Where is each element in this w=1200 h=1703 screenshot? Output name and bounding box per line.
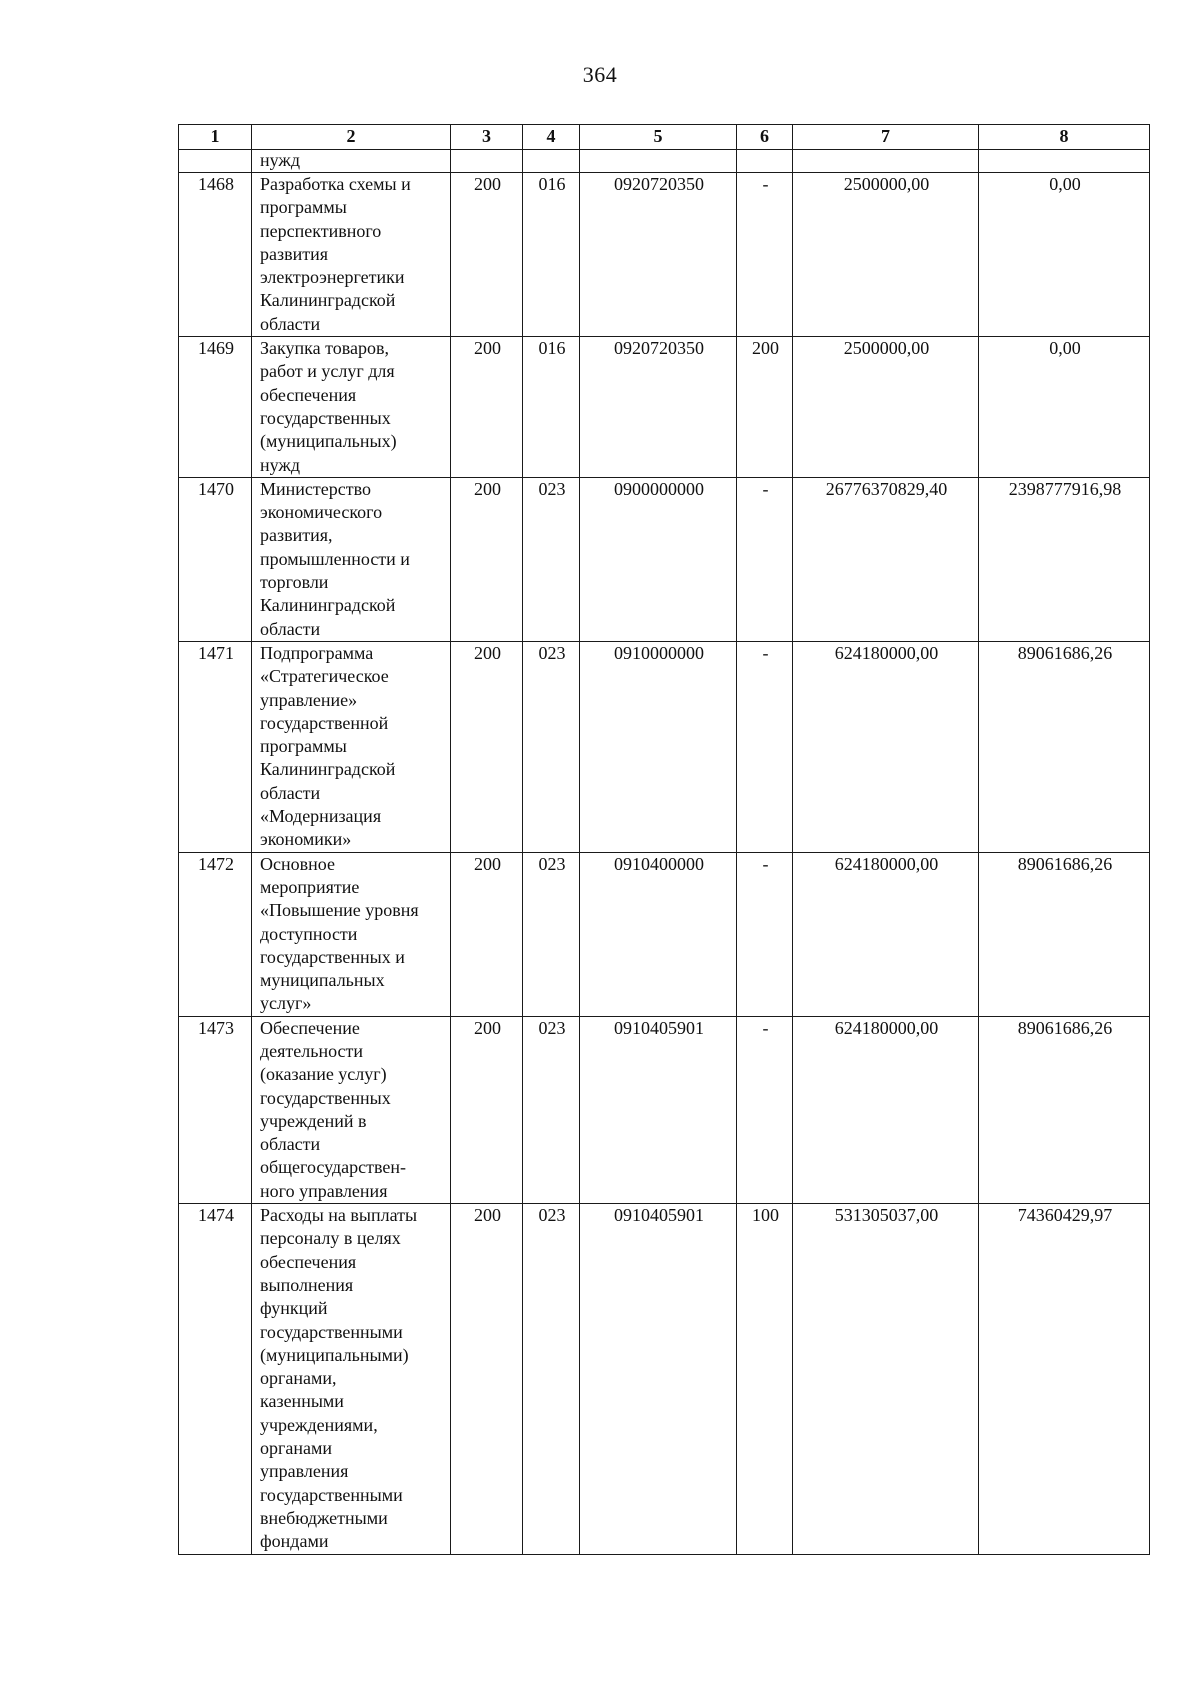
description-line: области [260,313,321,334]
description-line: учреждениями, [260,1414,378,1435]
description-line: развития, [260,525,333,546]
description-line: нужд [260,454,300,475]
description-line: ного управления [260,1180,388,1201]
description-line: органами, [260,1368,337,1389]
description-line: Калининградской [260,290,396,311]
expense-type-cell: - [737,1016,793,1203]
amount-actual-cell: 0,00 [979,337,1150,478]
description-line: муниципальных [260,970,385,991]
admin-code-cell: 200 [451,337,523,478]
description-line: торговли [260,572,329,593]
column-header: 4 [523,125,580,150]
description-line: программы [260,197,347,218]
admin-code-cell: 200 [451,1204,523,1554]
column-number-row [179,125,1150,150]
expense-type-cell: - [737,852,793,1016]
description-line: перспективного [260,220,382,241]
description-line: Министерство [260,478,371,499]
description-line: функций [260,1298,328,1319]
description-line: государственными [260,1484,403,1505]
description-line: государственных [260,1087,391,1108]
row-description [252,173,451,337]
description-line: управление» [260,689,358,710]
description-line: услуг» [260,993,312,1014]
description-line: государственных [260,407,391,428]
section-code-cell: 023 [523,477,580,641]
description-line: программы [260,736,347,757]
section-code-cell: 016 [523,337,580,478]
admin-code-cell: 200 [451,1016,523,1203]
amount-plan-cell: 531305037,00 [793,1204,979,1554]
amount-actual-cell: 2398777916,98 [979,477,1150,641]
amount-actual-cell: 74360429,97 [979,1204,1150,1554]
description-line: «Стратегическое [260,666,389,687]
expense-type-cell: 200 [737,337,793,478]
amount-plan-cell: 26776370829,40 [793,477,979,641]
description-line: «Модернизация [260,806,382,827]
description-line: Расходы на выплаты [260,1205,418,1226]
target-article-cell: 0910405901 [580,1204,737,1554]
description-line: управления [260,1461,349,1482]
column-header: 1 [179,125,252,150]
row-number: 1470 [179,477,252,641]
description-line: области [260,782,321,803]
table-row [179,173,1150,337]
amount-plan-cell: 624180000,00 [793,852,979,1016]
section-code-cell: 023 [523,641,580,852]
page-number: 364 [582,62,618,87]
description-line: государственной [260,712,389,733]
amount-actual-cell: 0,00 [979,173,1150,337]
admin-code-cell: 200 [451,641,523,852]
amount-plan-cell: 2500000,00 [793,337,979,478]
description-line: органами [260,1438,333,1459]
column-header: 7 [793,125,979,150]
description-line: Закупка товаров, [260,338,389,359]
expense-type-cell: - [737,173,793,337]
description-line: Подпрограмма [260,642,374,663]
amount-plan-cell: 2500000,00 [793,173,979,337]
description-line: Калининградской [260,759,396,780]
description-line: фондами [260,1531,329,1552]
row-description [252,1016,451,1203]
description-line: (муниципальных) [260,431,397,452]
expense-type-cell: 100 [737,1204,793,1554]
column-header: 5 [580,125,737,150]
amount-actual-cell: 89061686,26 [979,852,1150,1016]
budget-table [178,124,1150,1555]
description-line: области [260,618,321,639]
table-row [179,641,1150,852]
row-number: 1474 [179,1204,252,1554]
row-number: 1472 [179,852,252,1016]
row-description [252,477,451,641]
description-line: деятельности [260,1040,364,1061]
table-row [179,1016,1150,1203]
description-line: (муниципальными) [260,1344,409,1365]
section-code-cell: 023 [523,1016,580,1203]
description-line: экономического [260,502,383,523]
description-line: Основное [260,853,335,874]
target-article-cell: 0910400000 [580,852,737,1016]
description-line: развития [260,243,329,264]
description-line: общегосударствен- [260,1157,407,1178]
column-header: 6 [737,125,793,150]
description-line: внебюджетными [260,1507,388,1528]
description-line: обеспечения [260,1251,357,1272]
description-line: мероприятие [260,876,360,897]
amount-actual-cell: 89061686,26 [979,1016,1150,1203]
description-line: доступности [260,923,358,944]
description-line: обеспечения [260,384,357,405]
description-line: государственных и [260,946,405,967]
table-row [179,337,1150,478]
amount-plan-cell: 624180000,00 [793,1016,979,1203]
admin-code-cell: 200 [451,173,523,337]
description-line: выполнения [260,1274,354,1295]
expense-type-cell: - [737,477,793,641]
description-line: Обеспечение [260,1017,360,1038]
admin-code-cell: 200 [451,852,523,1016]
column-header: 3 [451,125,523,150]
row-description [252,852,451,1016]
description-line: области [260,1134,321,1155]
target-article-cell: 0910000000 [580,641,737,852]
table-body [179,150,1150,1555]
admin-code-cell: 200 [451,477,523,641]
continuation-row [179,150,1150,173]
row-number: 1469 [179,337,252,478]
description-line: персоналу в целях [260,1228,401,1249]
amount-actual-cell: 89061686,26 [979,641,1150,852]
table-row [179,852,1150,1016]
amount-plan-cell: 624180000,00 [793,641,979,852]
row-number: 1471 [179,641,252,852]
row-description [252,1204,451,1554]
description-line: Разработка схемы и [260,174,411,194]
section-code-cell: 016 [523,173,580,337]
row-number: 1468 [179,173,252,337]
description-line: экономики» [260,829,352,850]
description-line: электроэнергетики [260,267,405,288]
description-line: Калининградской [260,595,396,616]
target-article-cell: 0920720350 [580,173,737,337]
description-line: учреждений в [260,1110,367,1131]
target-article-cell: 0910405901 [580,1016,737,1203]
expense-type-cell: - [737,641,793,852]
row-description [252,337,451,478]
description-line: (оказание услуг) [260,1064,387,1085]
row-description [252,641,451,852]
target-article-cell: 0920720350 [580,337,737,478]
description-line: «Повышение уровня [260,900,419,921]
section-code-cell: 023 [523,1204,580,1554]
row-number: 1473 [179,1016,252,1203]
description-line: государственными [260,1321,403,1342]
description-line: казенными [260,1391,344,1412]
column-header: 8 [979,125,1150,150]
continuation-text: нужд [252,150,451,173]
column-header: 2 [252,125,451,150]
target-article-cell: 0900000000 [580,477,737,641]
table-row [179,477,1150,641]
description-line: работ и услуг для [260,361,395,382]
section-code-cell: 023 [523,852,580,1016]
description-line: промышленности и [260,548,410,569]
table-row [179,1204,1150,1554]
